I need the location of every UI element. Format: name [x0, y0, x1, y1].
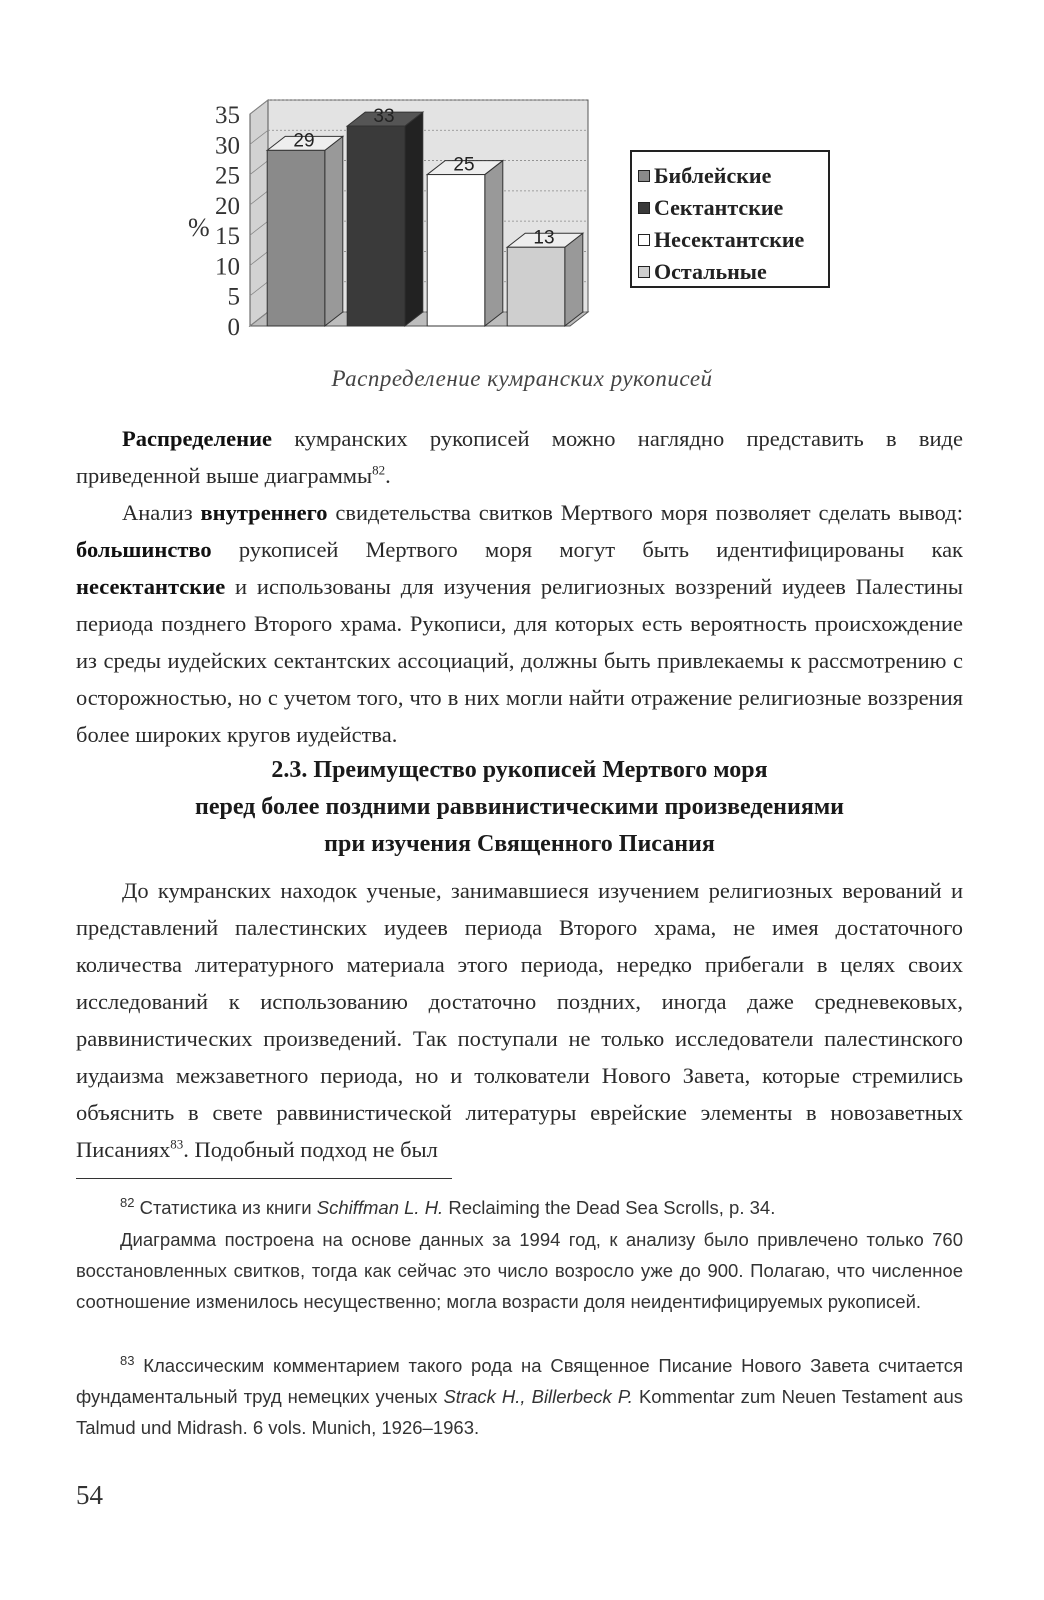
legend-item-other — [638, 256, 828, 288]
legend-label: Несектантские — [654, 227, 805, 252]
bold-text: внутреннего — [200, 500, 328, 525]
bar-side — [485, 161, 503, 326]
section-heading — [76, 752, 963, 863]
bar-side — [325, 136, 343, 326]
bar — [427, 175, 485, 326]
y-tick-label: 25 — [215, 162, 240, 190]
y-tick-label: 5 — [227, 283, 240, 311]
text: Классическим комментарием такого рода на Священное Писание Нового Завета считается фундаментальный труд немецких ученых — [76, 1355, 963, 1407]
bar-side — [405, 112, 423, 326]
italic-text: Strack H., Billerbeck P. — [443, 1386, 633, 1407]
legend-swatch-nonsectarian — [638, 234, 650, 246]
text: Статистика из книги — [134, 1197, 317, 1218]
italic-text: Schiffman L. H. — [316, 1197, 444, 1218]
y-tick-label: 20 — [215, 192, 240, 220]
data-label: 13 — [533, 227, 555, 249]
legend-item-sectarian — [638, 192, 828, 224]
y-tick-label: 30 — [215, 132, 240, 160]
y-tick-label: 10 — [215, 253, 240, 281]
data-label: 25 — [453, 154, 475, 176]
legend-swatch-biblical — [638, 170, 650, 182]
y-tick-label: 35 — [215, 102, 240, 129]
data-label: 33 — [373, 106, 395, 128]
footnote-number: 82 — [120, 1194, 135, 1210]
y-axis-label: % — [188, 213, 210, 242]
y-axis — [215, 102, 240, 341]
bar — [507, 247, 565, 326]
heading-line: при изучения Священного Писания — [324, 831, 715, 857]
y-tick-label: 15 — [215, 223, 240, 251]
bar — [267, 150, 325, 326]
paragraph-1 — [76, 420, 963, 494]
bold-text: большинство — [76, 537, 212, 562]
footnote-ref: 83 — [170, 1136, 184, 1152]
footnote-ref: 82 — [372, 462, 386, 478]
text: свидетельства свитков Мертвого моря позволяет сделать вывод: — [327, 500, 963, 525]
heading-line: перед более поздними раввинистическими произведениями — [195, 794, 844, 820]
bold-text: Распределение — [122, 426, 273, 451]
legend-item-nonsectarian — [638, 224, 828, 256]
legend-swatch-other — [638, 266, 650, 278]
paragraph-3 — [76, 872, 963, 1168]
chart-side-wall — [250, 100, 268, 326]
paragraph-2 — [76, 494, 963, 753]
text: рукописей Мертвого моря могут быть идентифицированы как — [211, 537, 963, 562]
bar-side — [565, 233, 583, 326]
text: Reclaiming the Dead Sea Scrolls, p. 34. — [443, 1197, 776, 1218]
footnote-number: 83 — [120, 1352, 135, 1368]
text: Kommentar zum Neuen Testament aus Talmud und Midrash. 6 vols. Munich, 1926–1963. — [76, 1386, 963, 1438]
text: . — [385, 463, 391, 488]
footnote-83 — [76, 1350, 963, 1443]
bold-text: несектантские — [76, 574, 226, 599]
legend-item-biblical — [638, 160, 828, 192]
legend-label: Библейские — [654, 163, 772, 188]
footnote-82-continued — [76, 1224, 963, 1317]
text: . Подобный подход не был — [183, 1137, 438, 1162]
text: и использованы для изучения религиозных воззрений иудеев Палестины периода позднего Второго храма. Рукописи, для которых есть вероятность происхождение из среды иудейских сектантских ассоциаций, должны быть привлекаемы к рассмотрению с осторожностью, но с учетом того, что в них могли найти отражение религиозные воззрения более широких кругов иудейства. — [76, 574, 963, 747]
legend-label: Сектантские — [654, 195, 784, 220]
chart-legend — [630, 150, 830, 288]
footnote-divider — [76, 1178, 452, 1179]
text: До кумранских находок ученые, занимавшиеся изучением религиозных верований и представлений палестинских иудеев периода Второго храма, не имея достаточного количества литературного материала этого периода, нередко прибегали в целях своих исследований к использованию достаточно поздних, иногда даже средневековых, раввинистических произведений. Так поступали не только исследователи палестинского иудаизма межзаветного периода, но и толкователи Нового Завета, которые стремились объяснить в свете раввинистической литературы еврейские элементы в новозаветных Писаниях — [76, 878, 963, 1162]
heading-line: 2.3. Преимущество рукописей Мертвого моря — [271, 757, 768, 783]
text: Анализ — [122, 500, 201, 525]
footnote-82 — [76, 1192, 963, 1223]
bar — [347, 126, 405, 326]
data-label: 29 — [293, 130, 315, 152]
text: кумранских рукописей можно наглядно представить в виде приведенной выше диаграммы — [76, 426, 963, 488]
y-tick-label: 0 — [227, 314, 240, 341]
legend-label: Остальные — [654, 259, 767, 284]
page-number: 54 — [76, 1480, 103, 1510]
text: Диаграмма построена на основе данных за 1994 год, к анализу было привлечено только 760 восстановленных свитков, тогда как сейчас это число возросло уже до 900. Полагаю, что численное соотношение изменилось несущественно; могла возрасти доля неидентифицируемых рукописей. — [76, 1229, 963, 1312]
figure-caption: Распределение кумранских рукописей — [331, 366, 713, 391]
legend-swatch-sectarian — [638, 202, 650, 214]
